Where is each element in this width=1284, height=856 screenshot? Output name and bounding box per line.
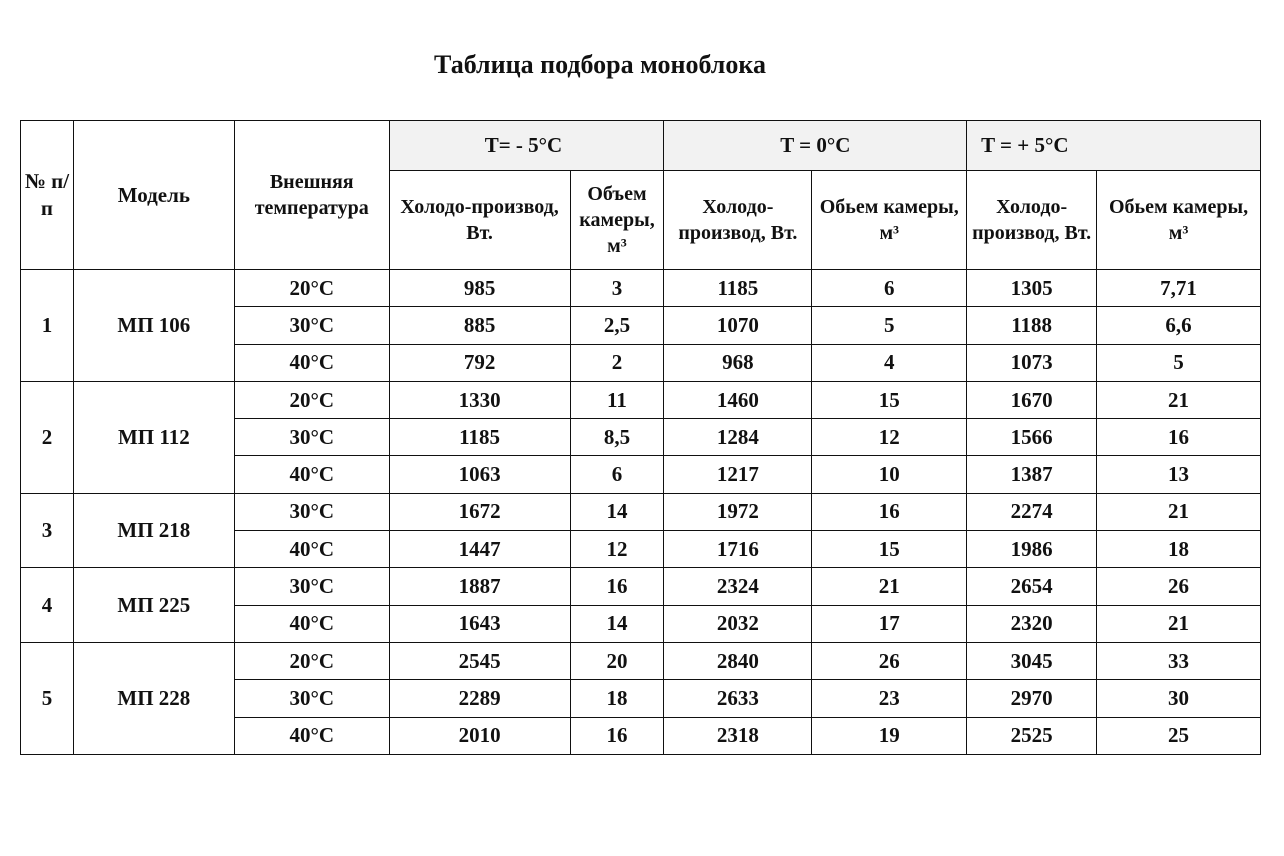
ext-temp-cell: 20°C: [234, 642, 389, 679]
volume-cell: 15: [812, 531, 967, 568]
table-row: [21, 642, 1261, 679]
cold-cell: 792: [389, 344, 570, 381]
volume-cell: 21: [1097, 493, 1261, 530]
cold-cell: 1305: [967, 270, 1097, 307]
volume-cell: 17: [812, 605, 967, 642]
cold-cell: 2289: [389, 680, 570, 717]
row-number: 5: [21, 642, 74, 754]
selection-table: [20, 120, 1261, 755]
volume-cell: 6: [570, 456, 664, 493]
volume-cell: 2: [570, 344, 664, 381]
volume-cell: 26: [1097, 568, 1261, 605]
volume-cell: 16: [570, 717, 664, 754]
table-row: [21, 381, 1261, 418]
cold-cell: 1716: [664, 531, 812, 568]
model-name: МП 225: [73, 568, 234, 643]
volume-cell: 12: [812, 419, 967, 456]
volume-cell: 25: [1097, 717, 1261, 754]
volume-cell: 16: [812, 493, 967, 530]
cold-cell: 2324: [664, 568, 812, 605]
header-ext-temp: Внешняя температура: [234, 121, 389, 270]
model-name: МП 106: [73, 270, 234, 382]
volume-cell: 15: [812, 381, 967, 418]
cold-cell: 1217: [664, 456, 812, 493]
table-row: [21, 568, 1261, 605]
volume-cell: 8,5: [570, 419, 664, 456]
ext-temp-cell: 20°C: [234, 381, 389, 418]
ext-temp-cell: 30°C: [234, 307, 389, 344]
ext-temp-cell: 40°C: [234, 344, 389, 381]
cold-cell: 985: [389, 270, 570, 307]
header-cold-2: Холодо-производ, Вт.: [664, 171, 812, 270]
cold-cell: 2970: [967, 680, 1097, 717]
volume-cell: 26: [812, 642, 967, 679]
cold-cell: 2654: [967, 568, 1097, 605]
volume-cell: 3: [570, 270, 664, 307]
volume-cell: 6: [812, 270, 967, 307]
cold-cell: 2545: [389, 642, 570, 679]
cold-cell: 1073: [967, 344, 1097, 381]
group-temp-minus5: T= - 5°C: [389, 121, 664, 171]
cold-cell: 1643: [389, 605, 570, 642]
model-name: МП 218: [73, 493, 234, 568]
cold-cell: 1672: [389, 493, 570, 530]
cold-cell: 1063: [389, 456, 570, 493]
volume-cell: 5: [1097, 344, 1261, 381]
volume-cell: 5: [812, 307, 967, 344]
cold-cell: 885: [389, 307, 570, 344]
ext-temp-cell: 20°C: [234, 270, 389, 307]
volume-cell: 33: [1097, 642, 1261, 679]
cold-cell: 1188: [967, 307, 1097, 344]
ext-temp-cell: 40°C: [234, 456, 389, 493]
volume-cell: 19: [812, 717, 967, 754]
ext-temp-cell: 40°C: [234, 605, 389, 642]
volume-cell: 6,6: [1097, 307, 1261, 344]
row-number: 1: [21, 270, 74, 382]
header-vol-3: Обьем камеры, м³: [1097, 171, 1261, 270]
cold-cell: 2840: [664, 642, 812, 679]
volume-cell: 14: [570, 493, 664, 530]
cold-cell: 1185: [664, 270, 812, 307]
volume-cell: 30: [1097, 680, 1261, 717]
cold-cell: 1330: [389, 381, 570, 418]
ext-temp-cell: 40°C: [234, 531, 389, 568]
header-num: № п/п: [21, 121, 74, 270]
volume-cell: 21: [1097, 381, 1261, 418]
header-vol-1: Объем камеры, м³: [570, 171, 664, 270]
cold-cell: 2010: [389, 717, 570, 754]
header-vol-2: Обьем камеры, м³: [812, 171, 967, 270]
cold-cell: 1670: [967, 381, 1097, 418]
table-row: [21, 493, 1261, 530]
header-cold-1: Холодо-производ, Вт.: [389, 171, 570, 270]
volume-cell: 20: [570, 642, 664, 679]
table-body: [21, 270, 1261, 755]
volume-cell: 18: [1097, 531, 1261, 568]
ext-temp-cell: 40°C: [234, 717, 389, 754]
cold-cell: 1460: [664, 381, 812, 418]
ext-temp-cell: 30°C: [234, 419, 389, 456]
group-temp-plus5: T = + 5°C: [967, 121, 1261, 171]
cold-cell: 2525: [967, 717, 1097, 754]
cold-cell: 2318: [664, 717, 812, 754]
cold-cell: 2274: [967, 493, 1097, 530]
header-cold-3: Холодо-производ, Вт.: [967, 171, 1097, 270]
volume-cell: 13: [1097, 456, 1261, 493]
cold-cell: 2320: [967, 605, 1097, 642]
cold-cell: 1284: [664, 419, 812, 456]
table-row: [21, 270, 1261, 307]
cold-cell: 1070: [664, 307, 812, 344]
cold-cell: 968: [664, 344, 812, 381]
header-model: Модель: [73, 121, 234, 270]
volume-cell: 4: [812, 344, 967, 381]
volume-cell: 10: [812, 456, 967, 493]
volume-cell: 14: [570, 605, 664, 642]
volume-cell: 23: [812, 680, 967, 717]
volume-cell: 2,5: [570, 307, 664, 344]
page-title: Таблица подбора моноблока: [434, 50, 766, 79]
volume-cell: 21: [1097, 605, 1261, 642]
cold-cell: 1447: [389, 531, 570, 568]
row-number: 4: [21, 568, 74, 643]
cold-cell: 2633: [664, 680, 812, 717]
cold-cell: 1387: [967, 456, 1097, 493]
group-temp-0: T = 0°C: [664, 121, 967, 171]
cold-cell: 1185: [389, 419, 570, 456]
volume-cell: 7,71: [1097, 270, 1261, 307]
volume-cell: 16: [1097, 419, 1261, 456]
volume-cell: 21: [812, 568, 967, 605]
model-name: МП 112: [73, 381, 234, 493]
ext-temp-cell: 30°C: [234, 493, 389, 530]
volume-cell: 12: [570, 531, 664, 568]
cold-cell: 1972: [664, 493, 812, 530]
cold-cell: 1986: [967, 531, 1097, 568]
volume-cell: 11: [570, 381, 664, 418]
ext-temp-cell: 30°C: [234, 680, 389, 717]
cold-cell: 3045: [967, 642, 1097, 679]
cold-cell: 1887: [389, 568, 570, 605]
ext-temp-cell: 30°C: [234, 568, 389, 605]
cold-cell: 2032: [664, 605, 812, 642]
row-number: 2: [21, 381, 74, 493]
volume-cell: 16: [570, 568, 664, 605]
row-number: 3: [21, 493, 74, 568]
cold-cell: 1566: [967, 419, 1097, 456]
model-name: МП 228: [73, 642, 234, 754]
volume-cell: 18: [570, 680, 664, 717]
